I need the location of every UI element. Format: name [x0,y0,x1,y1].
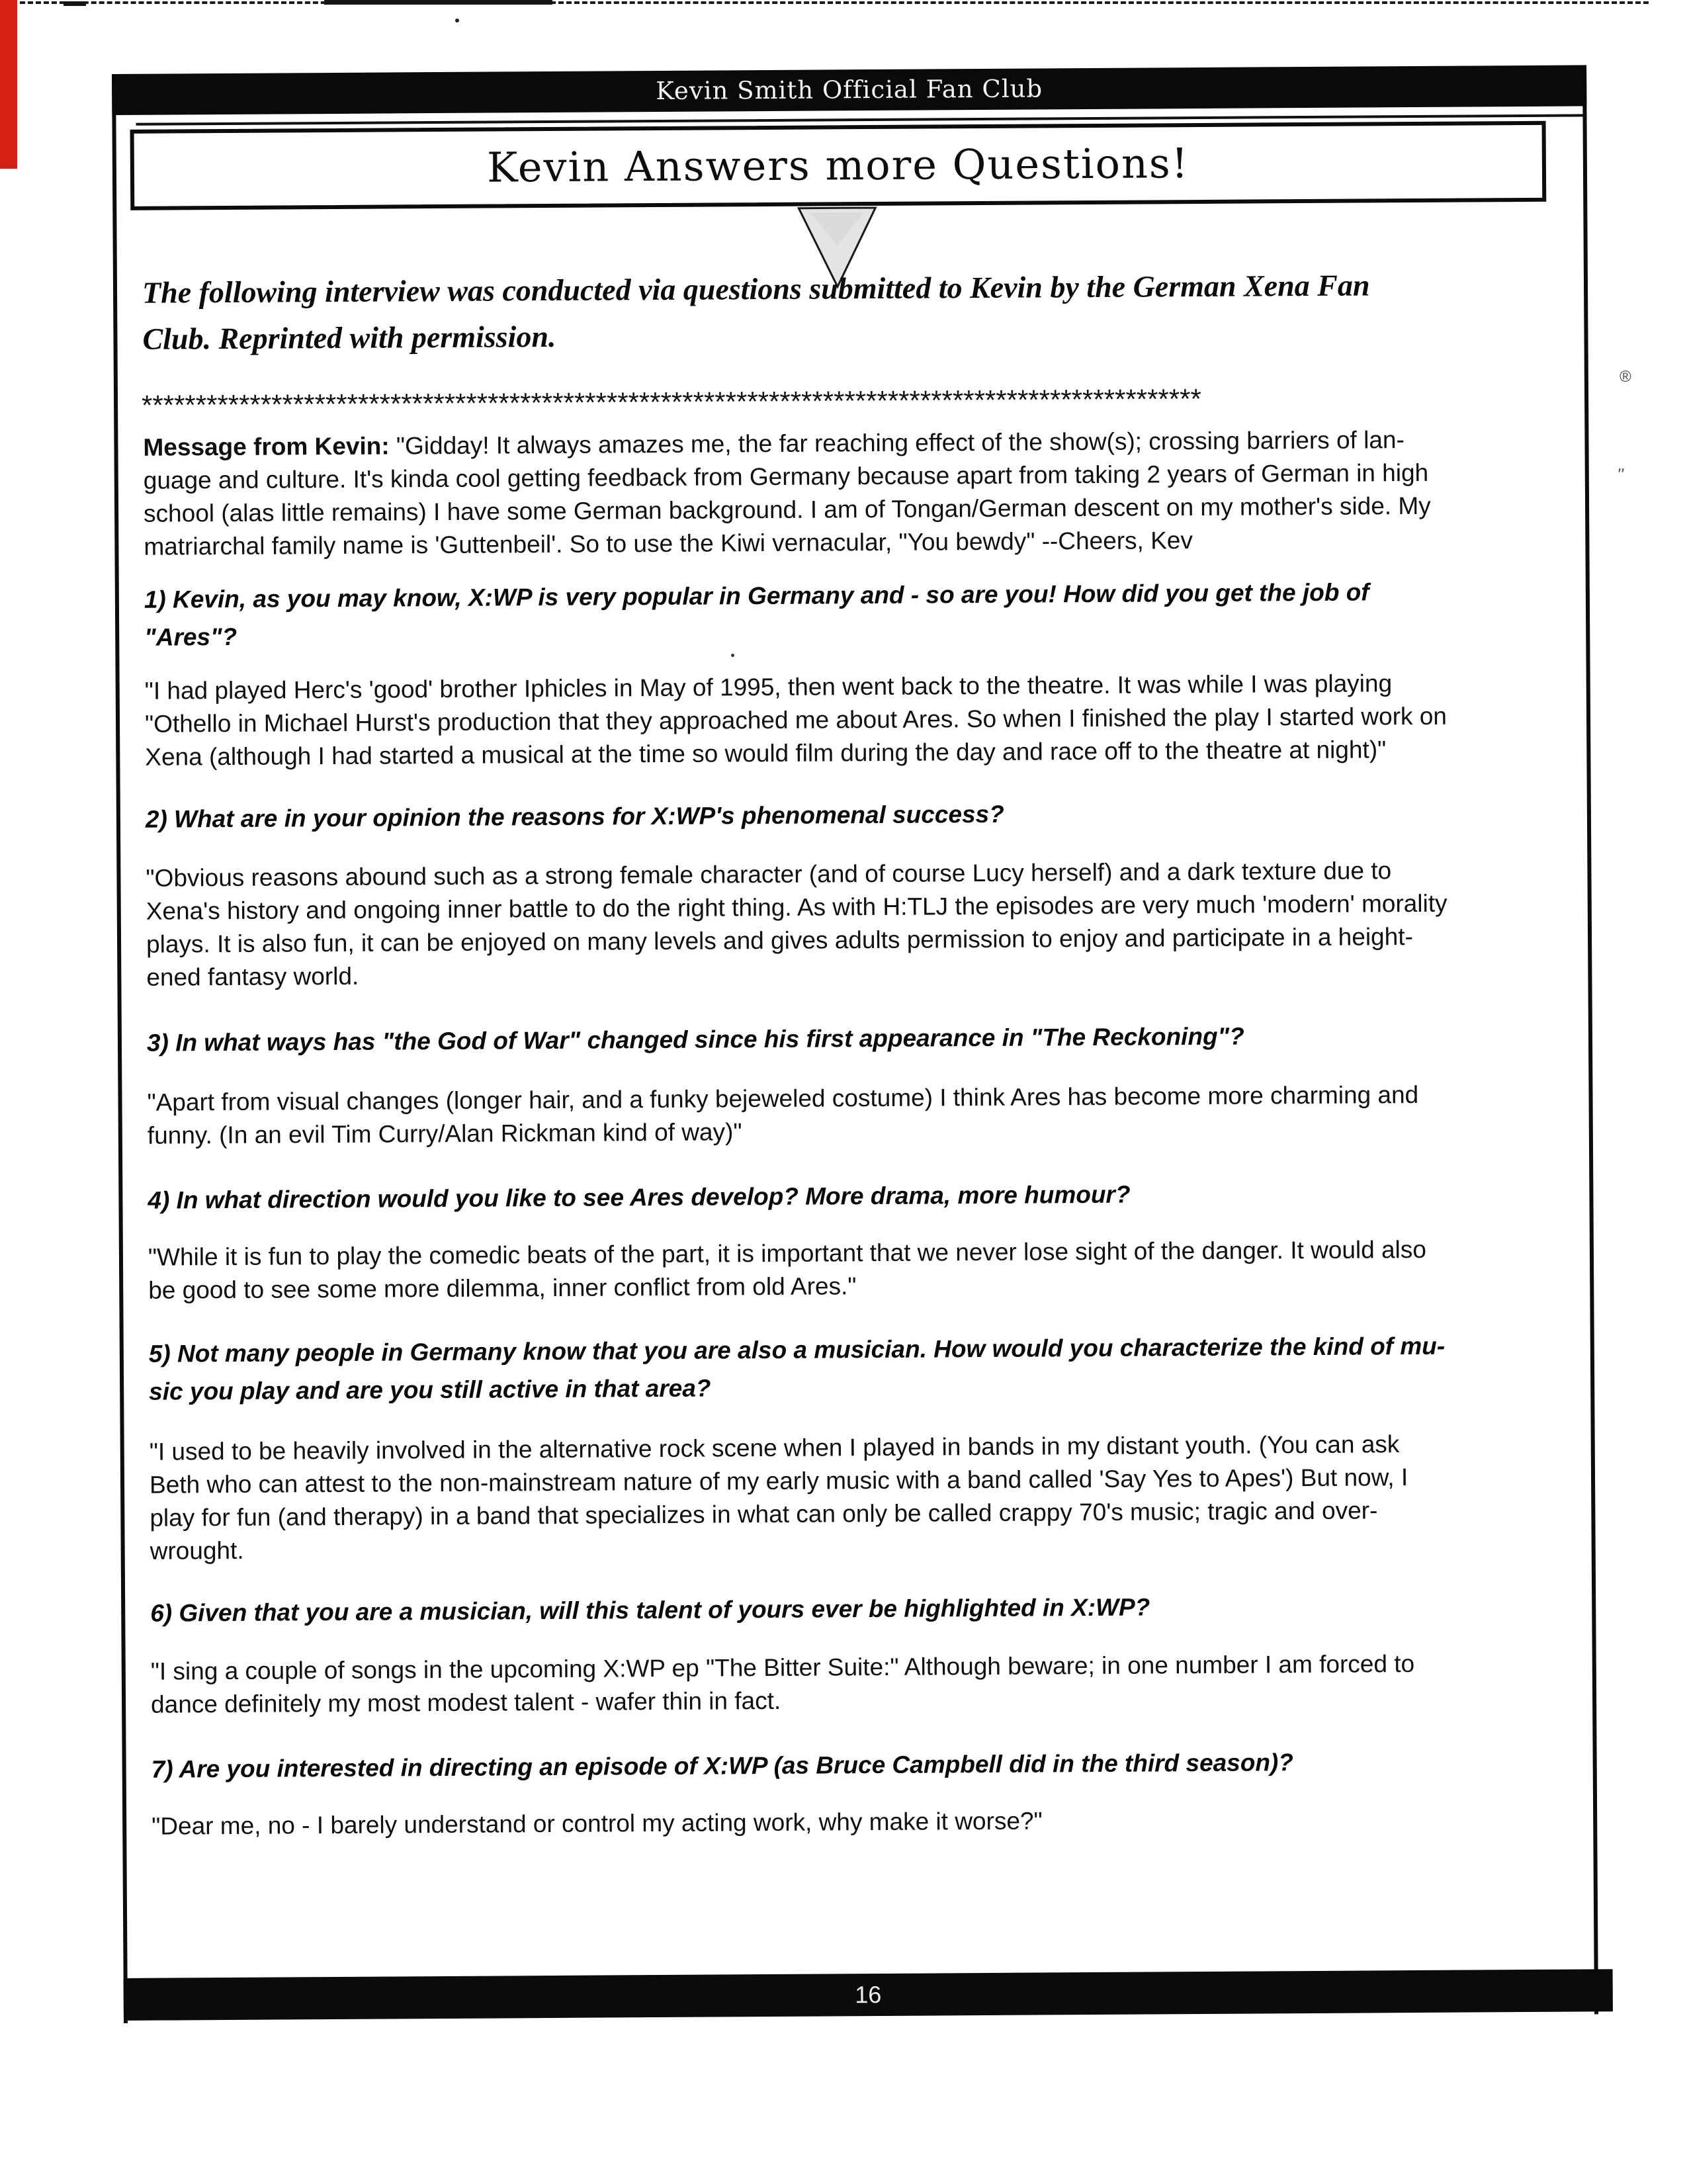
message-paragraph: guage and culture. It's kinda cool getting feedback from Germany because apart from taking 2 years of German in high school (alas little remains) I have some German background. I am of Tongan/German descent on my mother's side. My matriarchal family name is 'Guttenbeil'. So to use the Kiwi vernacular, "You bewdy" --Cheers, Kev [143,459,1431,560]
question-5: 5) Not many people in Germany know that you are also a musician. How would you characterize the kind of mu- sic you play and are you still active in that area? [148,1332,1446,1405]
answer-4: "While it is fun to play the comedic beats of the part, it is important that we never lose sight of the danger. It would also be good to see some more dilemma, inner conflict from old Ares." [148,1235,1427,1304]
intro-paragraph: The following interview was conducted via questions submitted to Kevin by the German Xena Fan Club. Reprinted with permission. [142,268,1370,356]
banner-title: Kevin Smith Official Fan Club [656,74,1043,106]
answer-7: "Dear me, no - I barely understand or control my acting work, why make it worse?" [151,1807,1043,1840]
asterisk-divider: ************************************************************************************************** [141,382,1201,421]
message-label: Message from Kevin: [143,432,390,461]
question-7: 7) Are you interested in directing an episode of X:WP (as Bruce Campbell did in the third season)? [151,1749,1294,1783]
question-3: 3) In what ways has "the God of War" changed since his first appearance in "The Reckoning"? [146,1022,1244,1057]
answer-1: "I had played Herc's 'good' brother Iphicles in May of 1995, then went back to the theatre. It was while I was playing "Othello in Michael Hurst's production that they approached me about Ares. So when I finished the play I started work on Xena (although I had started a musical at the time so would film during the day and race off to the theatre at night)" [144,670,1448,771]
message-first-line-text: "Gidday! It always amazes me, the far reaching effect of the show(s); crossing barriers of lan- [396,426,1405,460]
stray-mark-artifact: '' [1617,464,1623,484]
registered-trademark-artifact: ® [1620,368,1631,386]
answer-6: "I sing a couple of songs in the upcoming X:WP ep "The Bitter Suite:" Although beware; in one number I am forced to dance definitely my most modest talent - wafer thin in fact. [150,1650,1415,1718]
question-1: 1) Kevin, as you may know, X:WP is very popular in Germany and - so are you! How did you get the job of "Ares"? [144,578,1369,651]
answer-5: "I used to be heavily involved in the alternative rock scene when I played in bands in my distant youth. (You can ask Beth who can attest to the non-mainstream nature of my early music with a band called 'Say Yes to Apes') But now, I play for fun (and therapy) in a band that specializes in what can only be called crappy 70's music; tragic and over- wrought. [149,1430,1408,1565]
article-title-box [130,121,1547,210]
answer-3: "Apart from visual changes (longer hair, and a funky bejeweled costume) I think Ares has become more charming and funny. (In an evil Tim Curry/Alan Rickman kind of way)" [147,1080,1419,1149]
answer-2: "Obvious reasons abound such as a strong female character (and of course Lucy herself) and a dark texture due to Xena's history and ongoing inner battle to do the right thing. As with H:TLJ the episodes are very much 'modern' morality plays. It is also fun, it can be enjoyed on many levels and gives adults permission to enjoy and participate in a height- ened fantasy world. [146,857,1448,991]
question-6: 6) Given that you are a musician, will this talent of yours ever be highlighted in X:WP? [150,1593,1150,1627]
question-2: 2) What are in your opinion the reasons for X:WP's phenomenal success? [145,800,1004,833]
page-title: Kevin Answers more Questions! [486,139,1190,192]
question-4: 4) In what direction would you like to see Ares develop? More drama, more humour? [148,1180,1131,1214]
page-number: 16 [855,1980,882,2009]
